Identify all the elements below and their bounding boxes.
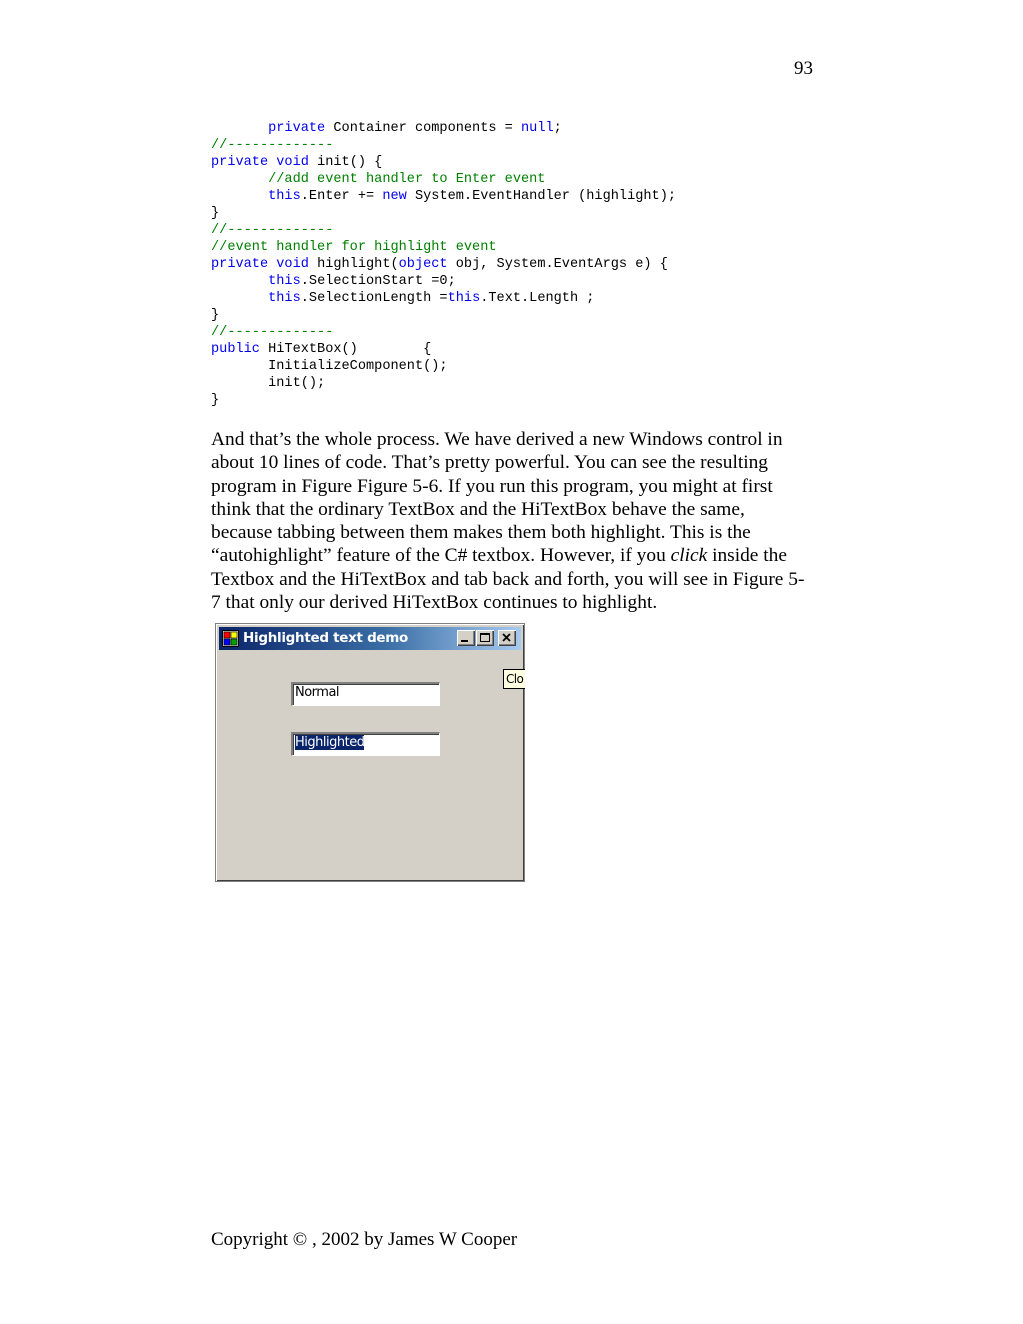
code-kw2: new xyxy=(382,189,407,204)
close-tooltip: Clo xyxy=(503,669,525,689)
maximize-button[interactable] xyxy=(476,630,494,646)
code-kw2: object xyxy=(398,257,448,272)
body-paragraph xyxy=(211,428,811,614)
code-indent xyxy=(211,291,268,306)
normal-textbox[interactable] xyxy=(291,682,440,706)
code-kw1: private void xyxy=(211,155,309,170)
app-icon xyxy=(222,630,239,647)
code-cm: //add event handler to Enter event xyxy=(268,172,546,187)
copyright-footer: Copyright © , 2002 by James W Cooper xyxy=(211,1229,518,1250)
code-text1: } xyxy=(211,308,220,323)
code-line xyxy=(211,256,676,273)
code-line xyxy=(211,137,676,154)
code-line xyxy=(211,222,676,239)
normal-textbox-value: Normal xyxy=(295,685,340,700)
code-cm: //event handler for highlight event xyxy=(211,240,497,255)
code-text2: obj, System.EventArgs e) { xyxy=(447,257,668,272)
code-text2: System.EventHandler (highlight); xyxy=(406,189,677,204)
highlighted-textbox-value: Highlighted xyxy=(295,735,365,750)
code-line xyxy=(211,307,676,324)
code-kw2: this xyxy=(447,291,481,306)
code-text1: init(); xyxy=(268,376,326,391)
code-cm: //------------- xyxy=(211,223,334,238)
page-number: 93 xyxy=(794,58,813,79)
code-line xyxy=(211,188,676,205)
code-indent xyxy=(211,376,268,391)
demo-window-screenshot xyxy=(215,623,525,882)
code-text1: .SelectionStart =0; xyxy=(300,274,456,289)
code-text2: ; xyxy=(553,121,562,136)
code-kw2: null xyxy=(521,121,554,136)
code-text1: HiTextBox() { xyxy=(259,342,432,357)
code-line xyxy=(211,341,676,358)
code-line xyxy=(211,358,676,375)
window-title: Highlighted text demo xyxy=(243,630,409,646)
code-kw1: this xyxy=(268,291,301,306)
code-line xyxy=(211,154,676,171)
code-text1: InitializeComponent(); xyxy=(268,359,448,374)
code-text1: } xyxy=(211,206,220,221)
paragraph-italic-word: click xyxy=(670,545,708,567)
close-button[interactable] xyxy=(498,630,516,646)
code-line xyxy=(211,171,676,188)
code-text1: } xyxy=(211,393,220,408)
window-titlebar[interactable] xyxy=(219,627,521,650)
maximize-icon xyxy=(476,630,494,646)
code-cm: //------------- xyxy=(211,325,334,340)
code-kw1: this xyxy=(268,189,301,204)
code-line xyxy=(211,290,676,307)
code-text1: init() { xyxy=(308,155,383,170)
code-line xyxy=(211,120,676,137)
code-line xyxy=(211,375,676,392)
code-kw1: private void xyxy=(211,257,309,272)
code-line xyxy=(211,324,676,341)
code-indent xyxy=(211,359,268,374)
code-indent xyxy=(211,121,268,136)
code-listing xyxy=(211,120,676,409)
minimize-icon xyxy=(457,630,475,646)
code-text1: .SelectionLength = xyxy=(300,291,448,306)
code-line xyxy=(211,392,676,409)
code-text1: .Enter += xyxy=(300,189,383,204)
code-text1: Container components = xyxy=(325,121,522,136)
code-cm: //------------- xyxy=(211,138,334,153)
code-line xyxy=(211,239,676,256)
code-indent xyxy=(211,189,268,204)
code-text2: .Text.Length ; xyxy=(480,291,595,306)
code-kw1: this xyxy=(268,274,301,289)
code-indent xyxy=(211,274,268,289)
code-text1: highlight( xyxy=(308,257,399,272)
code-indent xyxy=(211,172,268,187)
paragraph-text-1: And that’s the whole process. We have derived a new Windows control in about 10 lines of code. That’s pretty powerful. You can see the resulting program in Figure Figure 5-6. If you run this program, you might at first think that the ordinary TextBox and the HiTextBox behave the same, because tabbing between them makes them both highlight. This is the “autohighlight” feature of the C# textbox. However, if you xyxy=(211,429,783,567)
code-line xyxy=(211,273,676,290)
paragraph-text-2: inside the Textbox and the HiTextBox and tab back and forth, you will see in Figure 5-7 that only our derived HiTextBox continues to highlight. xyxy=(211,545,805,614)
code-kw1: private xyxy=(268,121,326,136)
close-icon xyxy=(498,630,516,646)
code-kw1: public xyxy=(211,342,260,357)
code-line xyxy=(211,205,676,222)
highlighted-textbox[interactable] xyxy=(291,732,440,756)
minimize-button[interactable] xyxy=(457,630,475,646)
